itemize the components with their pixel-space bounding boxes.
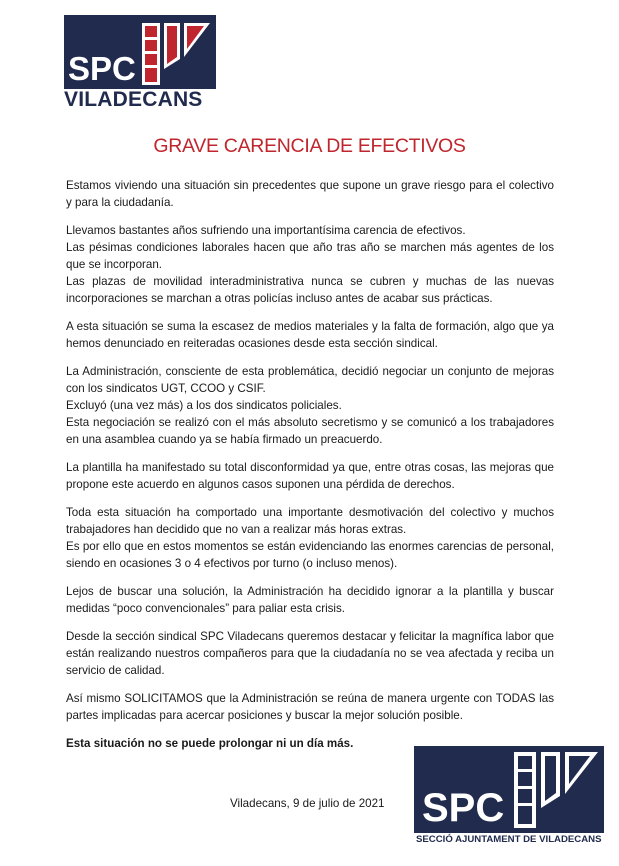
paragraph: Esta negociación se realizó con el más absoluto secretismo y se comunicó a los trabajadores en una asamblea cuando ya se había firmado un preacuerdo. — [66, 416, 554, 446]
spc-seccio-logo — [414, 746, 604, 848]
logo-subtitle: SECCIÓ AJUNTAMENT DE VILADECANS — [416, 834, 602, 845]
paragraph: Llevamos bastantes años sufriendo una importantísima carencia de efectivos. — [66, 224, 466, 237]
paragraph: Es por ello que en estos momentos se están evidenciando las enormes carencias de personal, siendo en ocasiones 3 o 4 efectivos por turno (o incluso menos). — [66, 540, 554, 570]
paragraph: La Administración, consciente de esta problemática, decidió negociar un conjunto de mejoras con los sindicatos UGT, CCOO y CSIF. — [66, 365, 554, 395]
paragraph: Las plazas de movilidad interadministrativa nunca se cubren y muchas de las nuevas incorporaciones se marchan a otras policías incluso antes de acabar sus prácticas. — [66, 275, 554, 305]
logo-emblem-icon — [142, 23, 212, 85]
paragraph: Toda esta situación ha comportado una importante desmotivación del colectivo y muchos trabajadores han decidido que no van a realizar más horas extras. — [66, 506, 554, 536]
paragraph: Excluyó (una vez más) a los dos sindicatos policiales. — [66, 399, 342, 412]
logo-brand: SPC — [68, 50, 136, 87]
paragraph: Estamos viviendo una situación sin precedentes que supone un grave riesgo para el colectivo y para la ciudadanía. — [66, 179, 554, 209]
paragraph: Así mismo SOLICITAMOS que la Administración se reúna de manera urgente con TODAS las partes implicadas para acercar posiciones y buscar la mejor solución posible. — [66, 692, 554, 722]
page-title: GRAVE CARENCIA DE EFECTIVOS — [153, 135, 466, 157]
closing-statement: Esta situación no se puede prolongar ni un día más. — [66, 737, 354, 750]
paragraph: A esta situación se suma la escasez de medios materiales y la falta de formación, algo que ya hemos denunciado en reiteradas ocasiones desde esta sección sindical. — [66, 320, 554, 350]
logo-city: VILADECANS — [64, 88, 203, 111]
logo-emblem-icon — [514, 752, 600, 828]
paragraph: La plantilla ha manifestado su total disconformidad ya que, entre otras cosas, las mejoras que propone este acuerdo en algunos casos suponen una pérdida de derechos. — [66, 461, 554, 491]
paragraph: Lejos de buscar una solución, la Administración ha decidido ignorar a la plantilla y buscar medidas “poco convencionales” para paliar esta crisis. — [66, 585, 554, 615]
spc-viladecans-logo — [64, 15, 216, 111]
paragraph: Las pésimas condiciones laborales hacen que año tras año se marchen más agentes de los que se incorporan. — [66, 241, 554, 271]
paragraph: Desde la sección sindical SPC Viladecans queremos destacar y felicitar la magnífica labor que están realizando nuestros compañeros para que la ciudadanía no se vea afectada y reciba un servicio de calidad. — [66, 630, 554, 677]
letter-body — [66, 177, 554, 763]
logo-brand: SPC — [422, 786, 505, 830]
letter-date: Viladecans, 9 de julio de 2021 — [230, 797, 385, 810]
